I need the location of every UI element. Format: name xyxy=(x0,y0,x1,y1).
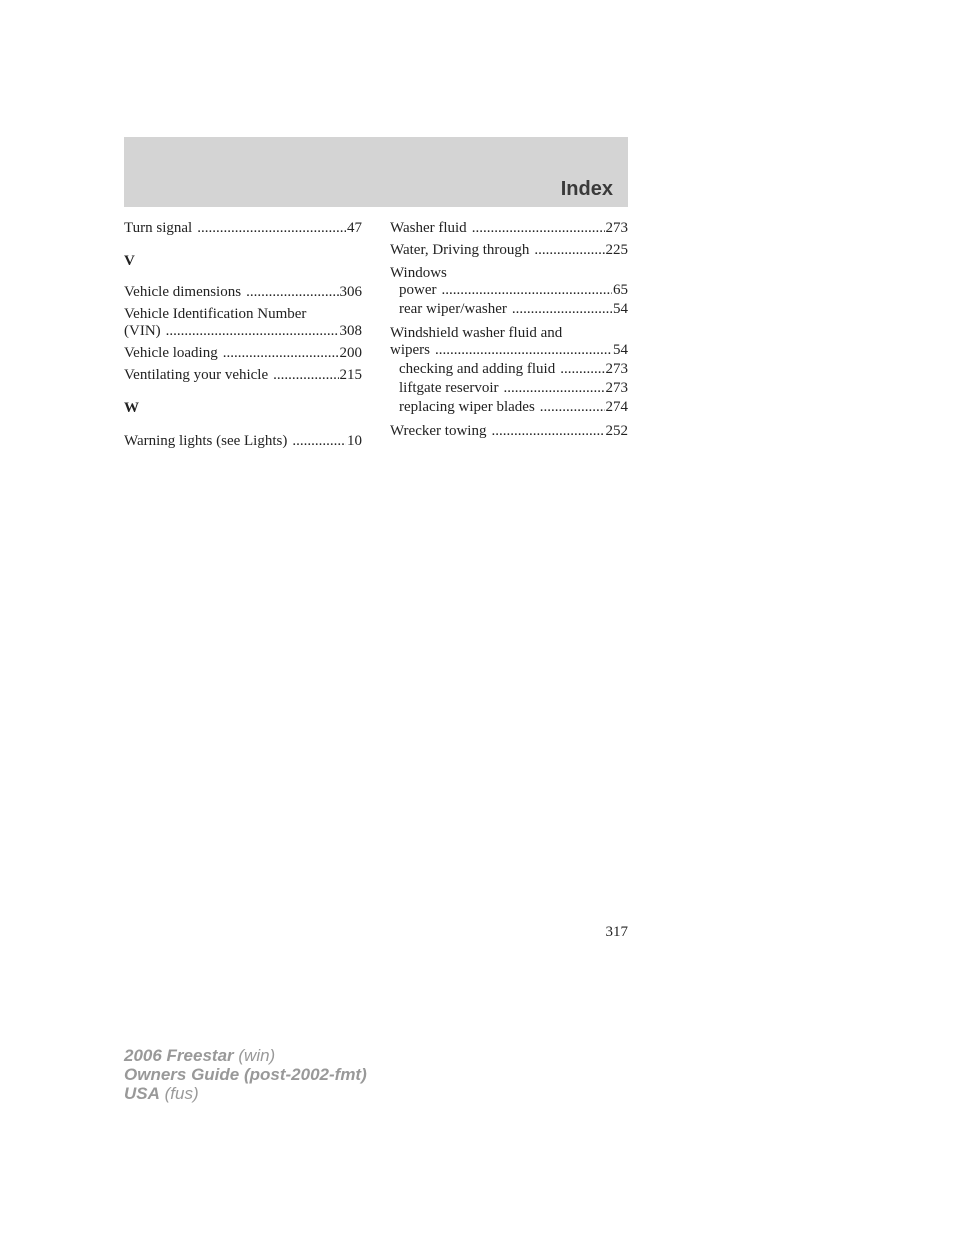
entry-label: liftgate reservoir xyxy=(399,380,499,396)
leader-dots xyxy=(540,399,605,416)
index-subentry-windows-power xyxy=(390,282,628,299)
entry-label: Turn signal xyxy=(124,220,193,236)
index-column-left xyxy=(124,220,362,450)
leader-dots xyxy=(472,220,605,237)
leader-dots xyxy=(292,433,346,450)
entry-label-vin-line1: Vehicle Identification Number xyxy=(124,306,307,322)
index-entry-water-driving xyxy=(390,242,628,259)
entry-page: 306 xyxy=(339,284,362,300)
index-subentry-liftgate xyxy=(390,380,628,397)
index-entry-vehicle-dimensions xyxy=(124,284,362,301)
section-header xyxy=(124,137,628,207)
entry-page: 54 xyxy=(613,301,628,317)
entry-page: 225 xyxy=(605,242,628,258)
index-entry-windshield-wipers xyxy=(390,342,628,359)
entry-page: 273 xyxy=(605,220,628,236)
entry-label: Ventilating your vehicle xyxy=(124,367,269,383)
entry-page: 252 xyxy=(605,423,628,439)
entry-label-windshield-line1: Windshield washer fluid and xyxy=(390,325,563,341)
entry-label: Vehicle loading xyxy=(124,345,218,361)
entry-page: 273 xyxy=(605,380,628,396)
entry-page: 215 xyxy=(339,367,362,383)
leader-dots xyxy=(435,342,612,359)
footer-line-2 xyxy=(124,1065,367,1084)
index-entry-ventilating xyxy=(124,367,362,384)
index-entry-warning-lights xyxy=(124,433,362,450)
section-title: Index xyxy=(560,178,613,200)
leader-dots xyxy=(197,220,346,237)
letter-heading-v: V xyxy=(124,253,135,269)
index-subentry-replacing xyxy=(390,399,628,416)
leader-dots xyxy=(442,282,613,299)
entry-label: Water, Driving through xyxy=(390,242,530,258)
page-number: 317 xyxy=(605,924,628,940)
footer-model-code: (win) xyxy=(238,1046,276,1065)
entry-page: 273 xyxy=(605,361,628,377)
entry-page: 54 xyxy=(613,342,628,358)
footer-market: USA xyxy=(124,1084,160,1103)
entry-label: Warning lights (see Lights) xyxy=(124,433,288,449)
leader-dots xyxy=(223,345,339,362)
index-entry-wrecker xyxy=(390,423,628,440)
document-footer xyxy=(124,1046,367,1103)
entry-label: Vehicle dimensions xyxy=(124,284,242,300)
index-column-right xyxy=(390,220,628,440)
index-subentry-checking xyxy=(390,361,628,378)
entry-label: Wrecker towing xyxy=(390,423,487,439)
entry-page: 10 xyxy=(347,433,362,449)
index-entry-turn-signal xyxy=(124,220,362,237)
leader-dots xyxy=(246,284,338,301)
index-entry-vehicle-loading xyxy=(124,345,362,362)
leader-dots xyxy=(534,242,604,259)
footer-model: 2006 Freestar xyxy=(124,1046,234,1065)
entry-page: 47 xyxy=(347,220,362,236)
footer-guide: Owners Guide (post-2002-fmt) xyxy=(124,1065,367,1084)
entry-page: 200 xyxy=(339,345,362,361)
entry-label: replacing wiper blades xyxy=(399,399,535,415)
leader-dots xyxy=(273,367,338,384)
index-entry-washer-fluid xyxy=(390,220,628,237)
index-entry-vin xyxy=(124,323,362,340)
leader-dots xyxy=(512,301,612,318)
leader-dots xyxy=(560,361,604,378)
index-subentry-windows-rear xyxy=(390,301,628,318)
letter-heading-w: W xyxy=(124,400,139,416)
entry-label: Washer fluid xyxy=(390,220,467,236)
entry-label: (VIN) xyxy=(124,323,161,339)
entry-label: checking and adding fluid xyxy=(399,361,556,377)
footer-market-code: (fus) xyxy=(164,1084,199,1103)
leader-dots xyxy=(166,323,339,340)
leader-dots xyxy=(491,423,604,440)
entry-page: 65 xyxy=(613,282,628,298)
entry-page: 308 xyxy=(339,323,362,339)
entry-label: power xyxy=(399,282,437,298)
entry-label: wipers xyxy=(390,342,430,358)
footer-line-3 xyxy=(124,1084,367,1103)
entry-page: 274 xyxy=(605,399,628,415)
leader-dots xyxy=(504,380,605,397)
footer-line-1 xyxy=(124,1046,367,1065)
entry-label-windows: Windows xyxy=(390,265,447,281)
entry-label: rear wiper/washer xyxy=(399,301,507,317)
